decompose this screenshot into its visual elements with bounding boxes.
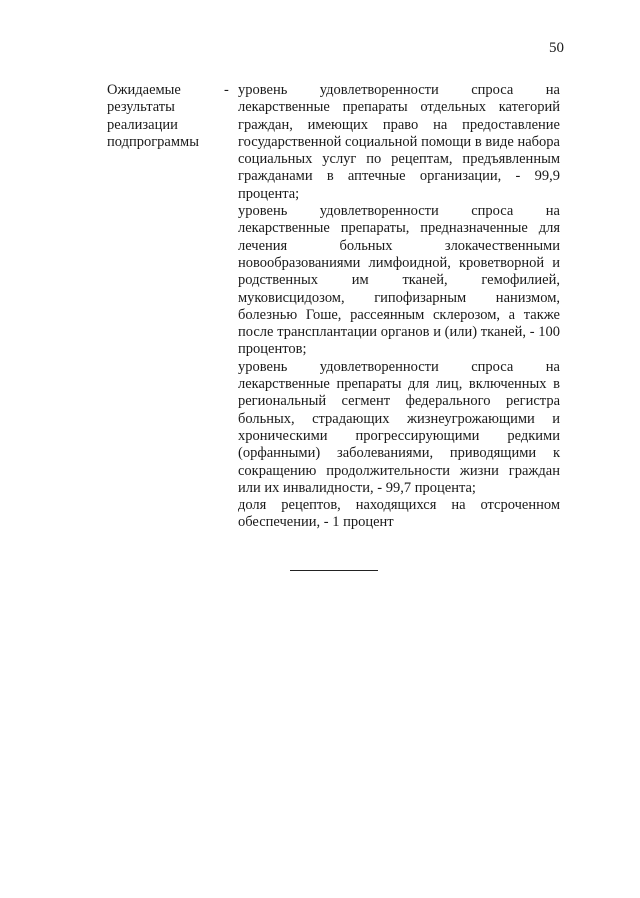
end-divider bbox=[290, 570, 378, 571]
indicator-item: уровень удовлетворенности спроса на лекарственные препараты отдельных категорий граждан, имеющих право на предоставление государственной социальной помощи в виде набора социальных услуг по рецептам, предъявленным гражданами в аптечные организации, - 99,9 процента; bbox=[238, 82, 560, 202]
indicator-item: доля рецептов, находящихся на отсроченном обеспечении, - 1 процент bbox=[238, 497, 560, 531]
section-label: Ожидаемые результаты реализации подпрограммы bbox=[107, 82, 199, 150]
page-number: 50 bbox=[549, 40, 564, 56]
section-dash: - bbox=[224, 82, 229, 98]
section-content bbox=[238, 82, 560, 532]
indicator-item: уровень удовлетворенности спроса на лекарственные препараты для лиц, включенных в региональный сегмент федерального регистра больных, страдающих жизнеугрожающими и хроническими прогрессирующими редкими (орфанными) заболеваниями, приводящими к сокращению продолжительности жизни граждан или их инвалидности, - 99,7 процента; bbox=[238, 358, 560, 496]
indicator-item: уровень удовлетворенности спроса на лекарственные препараты, предназначенные для лечения больных злокачественными новообразованиями лимфоидной, кроветворной и родственных им тканей, гемофилией, муковисцидозом, гипофизарным нанизмом, болезнью Гоше, рассеянным склерозом, а также после трансплантации органов и (или) тканей, - 100 процентов; bbox=[238, 203, 560, 358]
